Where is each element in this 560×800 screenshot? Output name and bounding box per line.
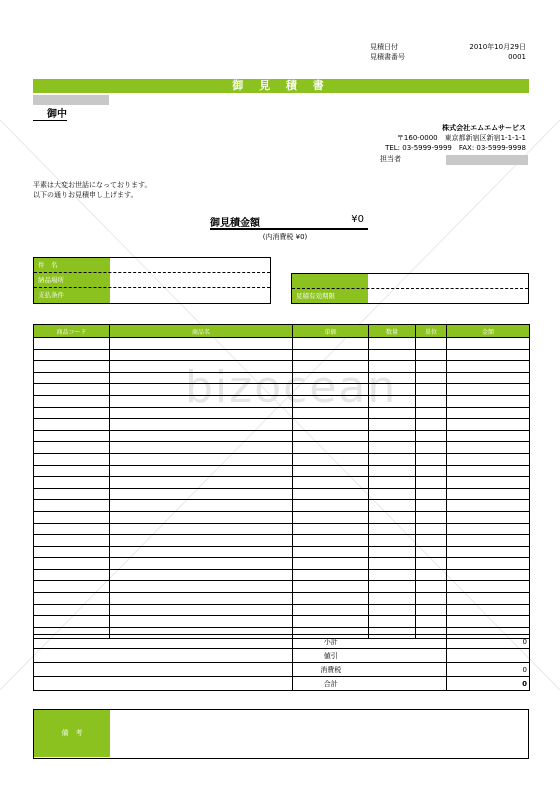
cell-unit[interactable] [416,453,447,465]
cell-quantity[interactable] [369,372,416,384]
summary-blank [34,677,293,691]
cell-amount[interactable] [447,419,530,431]
table-row [34,338,530,350]
cell-unit[interactable] [416,361,447,373]
payment-terms-label[interactable]: 支払条件 [38,291,64,299]
cell-unit[interactable] [416,407,447,419]
cell-product[interactable] [110,395,293,407]
cell-code[interactable] [34,453,110,465]
validity-label[interactable]: 見積有効期限 [296,292,335,300]
tax-note: (内消費税 ¥0) [262,233,308,241]
items-table [33,324,530,639]
cell-amount[interactable] [447,488,530,500]
cell-price[interactable] [293,384,369,396]
cell-amount[interactable] [447,372,530,384]
summary-value: 0 [447,663,530,677]
cell-unit[interactable] [416,384,447,396]
document-title: 御 見 積 書 [33,79,529,93]
cell-product[interactable] [110,407,293,419]
table-row [34,546,530,558]
cell-quantity[interactable] [369,500,416,512]
cell-code[interactable] [34,395,110,407]
cell-price[interactable] [293,338,369,350]
cell-price[interactable] [293,500,369,512]
cell-price[interactable] [293,407,369,419]
cell-unit[interactable] [416,581,447,593]
cell-product[interactable] [110,616,293,628]
cell-price[interactable] [293,361,369,373]
cell-amount[interactable] [447,338,530,350]
cell-quantity[interactable] [369,569,416,581]
cell-code[interactable] [34,349,110,361]
date-label: 見積日付 [370,43,398,51]
person-name-field[interactable] [446,155,528,165]
cell-price[interactable] [293,616,369,628]
cell-quantity[interactable] [369,430,416,442]
cell-quantity[interactable] [369,384,416,396]
cell-quantity[interactable] [369,477,416,489]
cell-amount[interactable] [447,349,530,361]
cell-product[interactable] [110,384,293,396]
summary-row [34,677,530,691]
cell-product[interactable] [110,349,293,361]
cell-quantity[interactable] [369,395,416,407]
table-row [34,419,530,431]
cell-product[interactable] [110,558,293,570]
summary-gap [369,649,447,663]
cell-price[interactable] [293,349,369,361]
table-row [34,349,530,361]
cell-product[interactable] [110,500,293,512]
cell-code[interactable] [34,477,110,489]
cell-code[interactable] [34,500,110,512]
cell-product[interactable] [110,593,293,605]
cell-quantity[interactable] [369,453,416,465]
cell-product[interactable] [110,604,293,616]
table-row [34,384,530,396]
company-name: 株式会社エムエムサービス [442,124,526,132]
summary-value: 0 [447,635,530,649]
table-row [34,500,530,512]
cell-amount[interactable] [447,430,530,442]
cell-quantity[interactable] [369,511,416,523]
delivery-place-label[interactable]: 納品場所 [34,273,270,288]
cell-unit[interactable] [416,442,447,454]
cell-unit[interactable] [416,465,447,477]
cell-price[interactable] [293,535,369,547]
summary-label: 小計 [293,635,369,649]
company-address: 〒160-0000 東京都新宿区新宿1-1-1-1 [396,134,526,142]
cell-code[interactable] [34,604,110,616]
cell-code[interactable] [34,581,110,593]
cell-code[interactable] [34,511,110,523]
header-code: 商品コード [34,325,110,338]
header-quantity: 数量 [369,325,416,338]
cell-quantity[interactable] [369,488,416,500]
cell-unit[interactable] [416,569,447,581]
cell-amount[interactable] [447,500,530,512]
summary-label: 値引 [293,649,369,663]
table-row [34,407,530,419]
summary-row [34,663,530,677]
table-row [34,372,530,384]
table-row [34,488,530,500]
cell-code[interactable] [34,465,110,477]
cell-product[interactable] [110,430,293,442]
cell-quantity[interactable] [369,604,416,616]
cell-price[interactable] [293,442,369,454]
company-phone: TEL: 03-5999-9999 FAX: 03-5999-9998 [385,144,526,152]
cell-unit[interactable] [416,372,447,384]
number-label: 見積書番号 [370,53,405,61]
table-row [34,465,530,477]
header-product: 商品名 [110,325,293,338]
table-row [34,430,530,442]
info-box-left [33,257,271,304]
cell-unit[interactable] [416,593,447,605]
cell-price[interactable] [293,523,369,535]
total-amount-box [210,214,368,230]
header-price: 単価 [293,325,369,338]
summary-row [34,649,530,663]
cell-code[interactable] [34,430,110,442]
cell-amount[interactable] [447,511,530,523]
cell-quantity[interactable] [369,581,416,593]
cell-product[interactable] [110,569,293,581]
cell-amount[interactable] [447,546,530,558]
cell-code[interactable] [34,558,110,570]
cell-product[interactable] [110,453,293,465]
cell-unit[interactable] [416,546,447,558]
cell-product[interactable] [110,488,293,500]
table-row [34,477,530,489]
cell-amount[interactable] [447,407,530,419]
cell-unit[interactable] [416,500,447,512]
cell-product[interactable] [110,465,293,477]
cell-price[interactable] [293,546,369,558]
summary-row [34,635,530,649]
summary-gap [369,677,447,691]
cell-quantity[interactable] [369,593,416,605]
cell-amount[interactable] [447,581,530,593]
table-header-row [34,325,530,338]
cell-quantity[interactable] [369,546,416,558]
cell-unit[interactable] [416,488,447,500]
cell-amount[interactable] [447,523,530,535]
summary-table [33,634,530,691]
table-row [34,593,530,605]
table-row [34,581,530,593]
cell-amount[interactable] [447,384,530,396]
cell-amount[interactable] [447,535,530,547]
total-value: ¥0 [351,214,364,225]
summary-label: 消費税 [293,663,369,677]
cell-product[interactable] [110,477,293,489]
cell-amount[interactable] [447,442,530,454]
table-row [34,523,530,535]
table-row [34,361,530,373]
cell-unit[interactable] [416,477,447,489]
table-row [34,395,530,407]
recipient-name-field[interactable] [33,95,109,105]
info-box-right [291,273,529,304]
summary-blank [34,635,293,649]
cell-product[interactable] [110,419,293,431]
cell-code[interactable] [34,338,110,350]
date-value: 2010年10月29日 [469,43,526,51]
cell-amount[interactable] [447,361,530,373]
cell-code[interactable] [34,535,110,547]
summary-blank [34,649,293,663]
cell-unit[interactable] [416,558,447,570]
cell-code[interactable] [34,407,110,419]
cell-price[interactable] [293,511,369,523]
cell-code[interactable] [34,488,110,500]
table-row [34,569,530,581]
cell-quantity[interactable] [369,535,416,547]
cell-product[interactable] [110,535,293,547]
cell-amount[interactable] [447,593,530,605]
cell-code[interactable] [34,384,110,396]
watermark-text: bizocean [185,362,398,413]
table-row [34,616,530,628]
cell-unit[interactable] [416,349,447,361]
table-row [34,442,530,454]
cell-amount[interactable] [447,395,530,407]
cell-amount[interactable] [447,477,530,489]
cell-unit[interactable] [416,616,447,628]
cell-quantity[interactable] [369,361,416,373]
cell-amount[interactable] [447,453,530,465]
greeting-line-1: 平素は大変お世話になっております。 [33,181,152,189]
summary-gap [369,663,447,677]
cell-product[interactable] [110,523,293,535]
table-row [34,558,530,570]
recipient-suffix: 御中 [33,105,67,121]
greeting-line-2: 以下の通りお見積申し上げます。 [33,191,138,199]
table-row [34,604,530,616]
cell-product[interactable] [110,361,293,373]
cell-price[interactable] [293,569,369,581]
remarks-label: 備 考 [34,710,110,757]
cell-unit[interactable] [416,338,447,350]
table-row [34,535,530,547]
summary-value: 0 [447,677,530,691]
cell-price[interactable] [293,395,369,407]
subject-label[interactable]: 件 名 [34,258,270,273]
cell-unit[interactable] [416,395,447,407]
person-label: 担当者 [380,155,401,163]
number-value: 0001 [508,53,526,61]
header-unit: 単位 [416,325,447,338]
cell-unit[interactable] [416,535,447,547]
cell-product[interactable] [110,372,293,384]
cell-product[interactable] [110,338,293,350]
cell-quantity[interactable] [369,338,416,350]
cell-amount[interactable] [447,465,530,477]
cell-code[interactable] [34,361,110,373]
cell-quantity[interactable] [369,349,416,361]
cell-product[interactable] [110,511,293,523]
cell-amount[interactable] [447,604,530,616]
cell-quantity[interactable] [369,442,416,454]
cell-price[interactable] [293,581,369,593]
cell-code[interactable] [34,372,110,384]
summary-gap [369,635,447,649]
cell-code[interactable] [34,546,110,558]
cell-price[interactable] [293,465,369,477]
cell-product[interactable] [110,546,293,558]
cell-code[interactable] [34,593,110,605]
summary-blank [34,663,293,677]
table-row [34,511,530,523]
cell-amount[interactable] [447,616,530,628]
cell-price[interactable] [293,558,369,570]
cell-code[interactable] [34,442,110,454]
cell-unit[interactable] [416,419,447,431]
cell-unit[interactable] [416,523,447,535]
cell-price[interactable] [293,604,369,616]
cell-price[interactable] [293,488,369,500]
cell-quantity[interactable] [369,616,416,628]
remarks-box [33,709,529,759]
cell-unit[interactable] [416,511,447,523]
cell-price[interactable] [293,419,369,431]
cell-price[interactable] [293,453,369,465]
table-row [34,453,530,465]
cell-quantity[interactable] [369,558,416,570]
cell-product[interactable] [110,442,293,454]
cell-price[interactable] [293,430,369,442]
remarks-field[interactable] [110,710,528,758]
cell-code[interactable] [34,523,110,535]
cell-price[interactable] [293,372,369,384]
cell-amount[interactable] [447,569,530,581]
cell-quantity[interactable] [369,465,416,477]
cell-quantity[interactable] [369,407,416,419]
cell-price[interactable] [293,477,369,489]
cell-price[interactable] [293,593,369,605]
cell-code[interactable] [34,616,110,628]
cell-code[interactable] [34,419,110,431]
header-amount: 金額 [447,325,530,338]
summary-value [447,649,530,663]
cell-amount[interactable] [447,558,530,570]
cell-product[interactable] [110,581,293,593]
cell-quantity[interactable] [369,419,416,431]
cell-unit[interactable] [416,604,447,616]
total-label: 御見積金額 [210,218,260,229]
summary-label: 合計 [293,677,369,691]
cell-unit[interactable] [416,430,447,442]
cell-quantity[interactable] [369,523,416,535]
cell-code[interactable] [34,569,110,581]
delivery-date-label[interactable]: 納 期 [292,274,528,289]
